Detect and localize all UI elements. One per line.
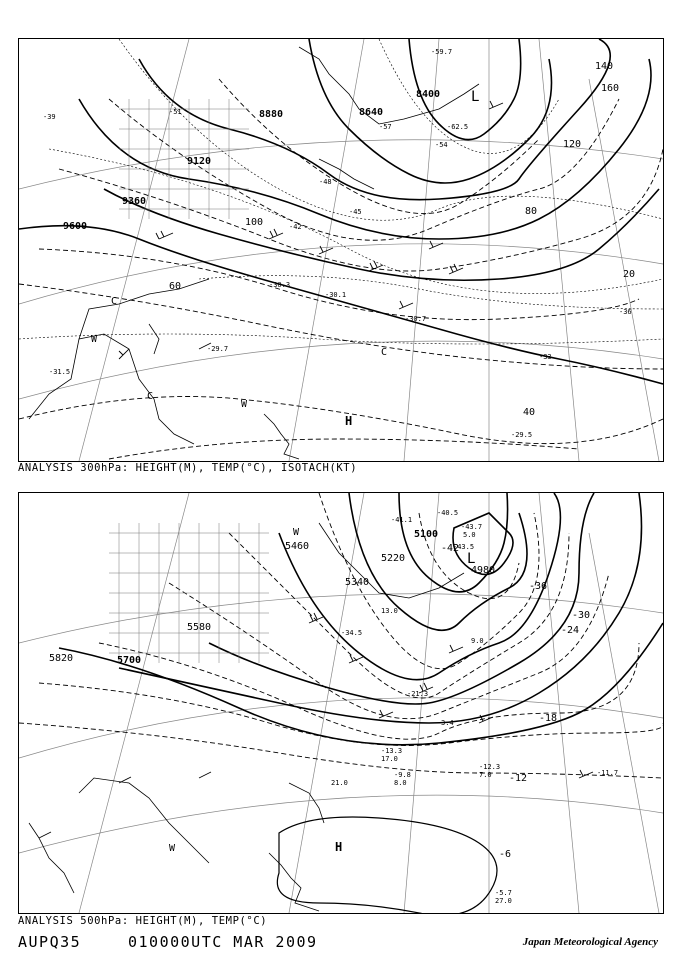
analysis-time: 010000UTC MAR 2009 [128, 933, 318, 951]
temp-label: -29.7 [207, 345, 229, 353]
cold-center: C [381, 347, 388, 358]
height-label: 5340 [345, 577, 370, 588]
dewpoint-label: 17.0 [381, 755, 398, 763]
temp-label: -30.3 [269, 281, 291, 289]
high-center: H [345, 414, 353, 428]
dewpoint-label: 8.0 [394, 779, 407, 787]
height-label: 5700 [117, 655, 142, 666]
temp-label: -29.5 [511, 431, 533, 439]
height-label: 8880 [259, 109, 284, 120]
cold-center: C [147, 391, 154, 402]
chart-300hpa-map [19, 39, 663, 461]
low-center: L [467, 551, 476, 567]
height-label: 8400 [416, 89, 441, 100]
height-label: 5580 [187, 622, 212, 633]
isotach-label: 20 [623, 269, 636, 280]
isotach-label: 60 [169, 281, 182, 292]
chart-500hpa-caption: ANALYSIS 500hPa: HEIGHT(M), TEMP(°C) [18, 915, 268, 927]
dewpoint-label: 7.0 [479, 771, 492, 779]
temp-label: -59.7 [431, 48, 453, 56]
height-label: 5460 [285, 541, 310, 552]
temp-label: -9.8 [394, 771, 411, 779]
temp-label: -21.3 [407, 690, 429, 698]
temp-label: -36 [619, 308, 632, 316]
chart-300hpa-caption: ANALYSIS 300hPa: HEIGHT(M), TEMP(°C), ISOTACH(KT) [18, 462, 358, 474]
warm-center: W [169, 843, 176, 854]
low-center: L [471, 89, 480, 105]
temp-label: -51 [169, 108, 182, 116]
temp-label: -33 [539, 353, 552, 361]
temp-label: -45 [349, 208, 362, 216]
temp-label: -36 [529, 581, 548, 592]
temp-label: -6 [499, 849, 512, 860]
isotach-label: 40 [523, 407, 536, 418]
height-label: 5820 [49, 653, 74, 664]
temp-label: -48 [319, 178, 332, 186]
temp-label: -30 [572, 610, 591, 621]
height-label: 5100 [414, 529, 439, 540]
height-label: 8640 [359, 107, 384, 118]
bulletin-code: AUPQ35 [18, 933, 82, 951]
temp-label: -11.7 [597, 769, 619, 777]
dewpoint-label: 5.0 [463, 531, 476, 539]
isotach-label: 120 [563, 139, 582, 150]
temp-label: -31.5 [49, 368, 71, 376]
isotach-label: 80 [525, 206, 538, 217]
temp-label: -42 [289, 223, 302, 231]
temp-label: -13.3 [381, 747, 403, 755]
high-center: H [335, 840, 343, 854]
dewpoint-label: 13.0 [381, 607, 398, 615]
temp-label: -43.7 [461, 523, 483, 531]
chart-300hpa [18, 38, 664, 462]
warm-center: W [241, 399, 248, 410]
agency-name: Japan Meteorological Agency [522, 936, 658, 948]
temp-label: -12.3 [479, 763, 501, 771]
dewpoint-label: 3.4 [441, 719, 454, 727]
temp-label: -12 [509, 773, 528, 784]
chart-500hpa-map [19, 493, 663, 913]
height-label: 9120 [187, 156, 212, 167]
warm-center: W [91, 334, 98, 345]
temp-label: -30.7 [405, 315, 427, 323]
isotach-label: 160 [601, 83, 620, 94]
temp-label: -41.1 [391, 516, 413, 524]
cold-center: C [111, 296, 118, 307]
dewpoint-label: 27.0 [495, 897, 512, 905]
height-label: 9360 [122, 196, 147, 207]
warm-center: W [293, 527, 300, 538]
temp-label: -39 [43, 113, 56, 121]
temp-label: -43.5 [453, 543, 475, 551]
temp-label: -18 [539, 713, 558, 724]
height-label: 5220 [381, 553, 406, 564]
chart-500hpa [18, 492, 664, 914]
dewpoint-label: 9.0 [471, 637, 484, 645]
temp-label: -40.5 [437, 509, 459, 517]
temp-label: -30.1 [325, 291, 347, 299]
isotach-label: 100 [245, 217, 264, 228]
temp-label: -54 [435, 141, 448, 149]
dewpoint-label: 21.0 [331, 779, 348, 787]
temp-label: -57 [379, 123, 392, 131]
temp-label: -34.5 [341, 629, 363, 637]
height-label: 4980 [471, 565, 496, 576]
temp-label: -24 [561, 625, 580, 636]
temp-label: -62.5 [447, 123, 469, 131]
isotach-label: 140 [595, 61, 614, 72]
temp-label: -42 [441, 543, 460, 554]
temp-label: -5.7 [495, 889, 512, 897]
height-label: 9600 [63, 221, 88, 232]
